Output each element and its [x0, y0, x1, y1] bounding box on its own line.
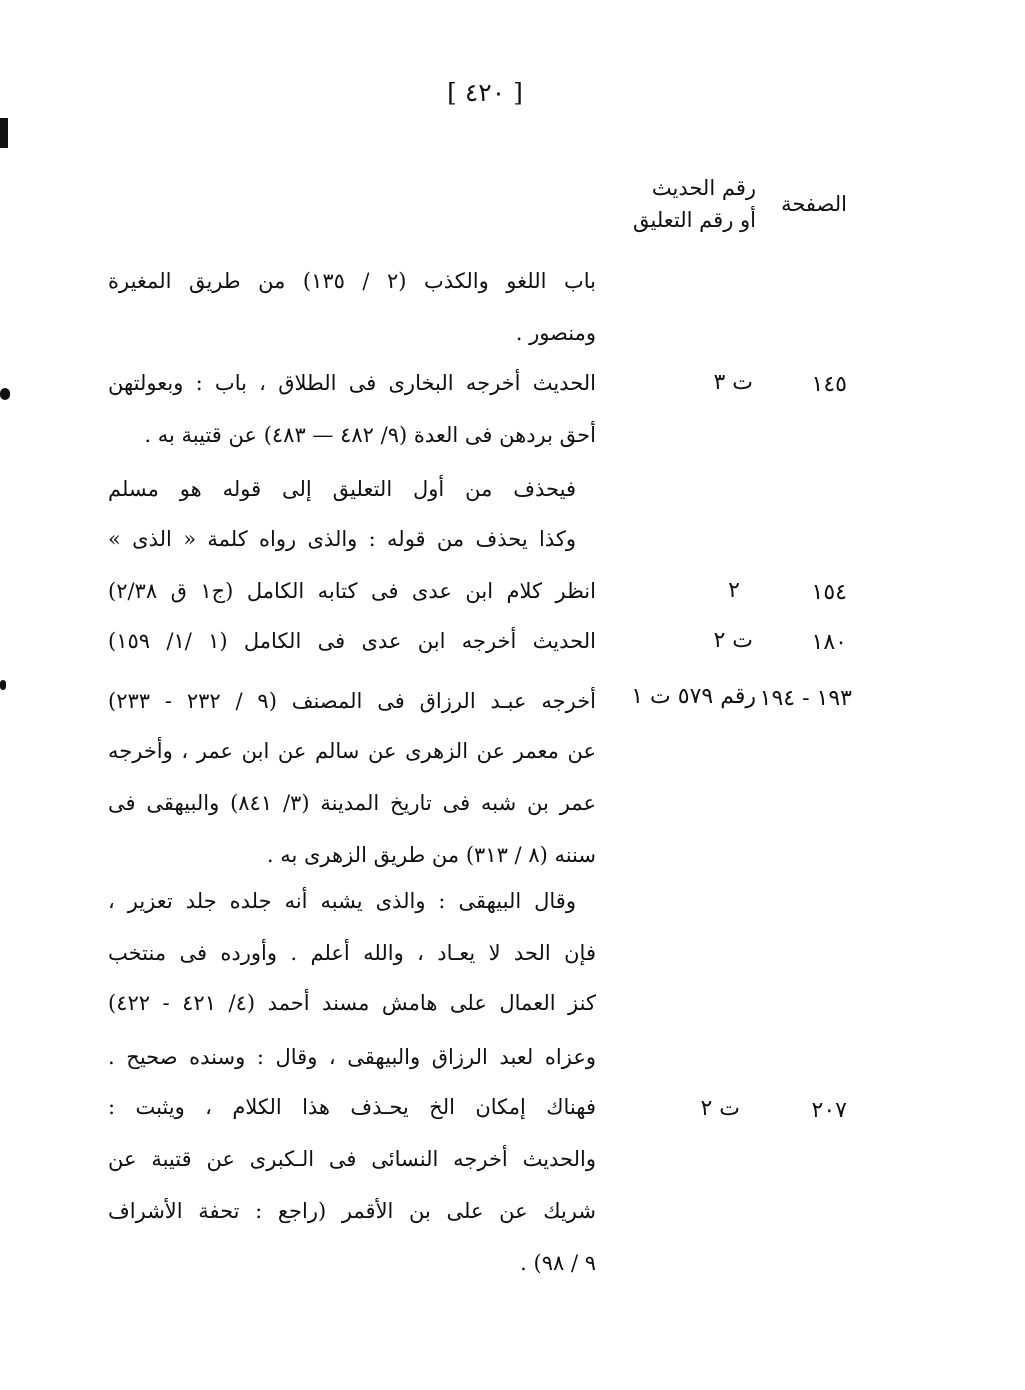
entry-page-number: ٢٠٧: [811, 1098, 847, 1123]
entry-text-line: أحق بردهن فى العدة (٩/ ٤٨٢ — ٤٨٣) عن قتيبة به .: [144, 423, 596, 447]
page-number: [ ٤٢٠ ]: [447, 78, 523, 107]
entry-text-line: عن معمر عن الزهرى عن سالم عن ابن عمر ، وأخرجه: [108, 739, 596, 763]
entry-text-line: كنز العمال على هامش مسند أحمد (٤/ ٤٢١ - ٤٢٢): [108, 991, 596, 1015]
scan-edge-mark: [0, 118, 8, 148]
entry-text-line: الحديث أخرجه البخارى فى الطلاق ، باب : وبعولتهن: [108, 371, 596, 395]
entry-text-line: سننه (٨ / ٣١٣) من طريق الزهرى به .: [266, 843, 596, 867]
entry-text-line: والحديث أخرجه النسائى فى الـكبرى عن قتيبة عن: [108, 1147, 596, 1171]
entry-hadith-number: ٢: [728, 578, 740, 603]
entry-page-number: ١٤٥: [811, 372, 847, 397]
entry-text-line: وكذا يحذف من قوله : والذى رواه كلمة « الذى »: [108, 527, 576, 551]
entry-hadith-number: ت ٣: [713, 370, 753, 395]
entry-text-line: ومنصور .: [515, 321, 596, 345]
entry-text-line: فيحذف من أول التعليق إلى قوله هو مسلم: [108, 477, 576, 501]
entry-text-line: وقال البيهقى : والذى يشبه أنه جلده جلد تعزير ،: [108, 889, 576, 913]
entry-text-line: فهناك إمكان الخ يحـذف هذا الكلام ، ويثبت :: [108, 1095, 596, 1119]
scan-edge-mark: [0, 680, 6, 690]
column-header-page: الصفحة: [781, 192, 847, 216]
entry-page-number: ١٥٤: [811, 580, 847, 605]
column-header-hadith-line1: رقم الحديث: [651, 176, 756, 200]
entry-text-line: ٩ / ٩٨) .: [520, 1251, 596, 1275]
column-header-hadith: [628, 172, 756, 236]
entry-hadith-number: ت ٢: [713, 628, 753, 653]
entry-page-number: ١٨٠: [811, 630, 847, 655]
entry-text-line: أخرجه عبـد الرزاق فى المصنف (٩ / ٢٣٢ - ٢٣٣): [108, 689, 596, 713]
entry-text-line: فإن الحد لا يعـاد ، والله أعلم . وأورده فى منتخب: [108, 941, 596, 965]
scan-edge-mark: [0, 388, 10, 400]
entry-text-line: وعزاه لعبد الرزاق والبيهقى ، وقال : وسنده صحيح .: [108, 1045, 596, 1069]
entry-hadith-number: رقم ٥٧٩ ت ١: [631, 684, 756, 709]
entry-page-number: ١٩٣ - ١٩٤: [759, 686, 852, 711]
entry-text-line: انظر كلام ابن عدى فى كتابه الكامل (ج١ ق ٢/٣٨): [108, 579, 596, 603]
column-header-hadith-line2: أو رقم التعليق: [633, 208, 756, 232]
entry-text-line: عمر بن شبه فى تاريخ المدينة (٣/ ٨٤١) والبيهقى فى: [108, 791, 596, 815]
entry-hadith-number: ت ٢: [700, 1096, 740, 1121]
entry-text-line: شريك عن على بن الأقمر (راجع : تحفة الأشراف: [108, 1199, 596, 1223]
entry-text-line: باب اللغو والكذب (٢ / ١٣٥) من طريق المغيرة: [108, 269, 596, 293]
entry-text-line: الحديث أخرجه ابن عدى فى الكامل (١ /١/ ١٥٩): [108, 629, 596, 653]
